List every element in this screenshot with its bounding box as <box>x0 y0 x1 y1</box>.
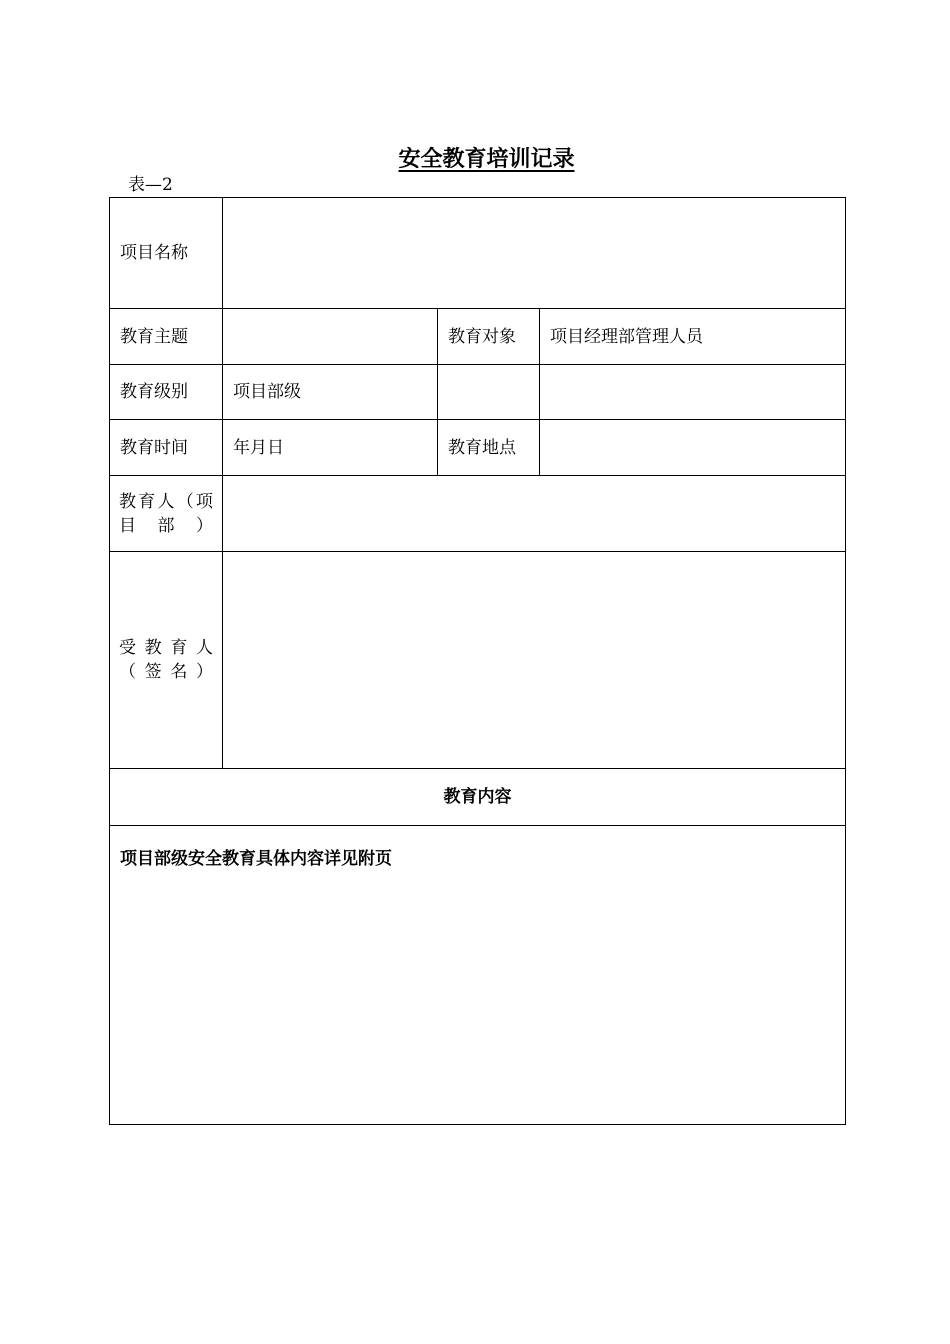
location-field[interactable] <box>540 420 846 476</box>
target-label: 教育对象 <box>438 309 540 365</box>
training-record-table <box>109 197 846 1125</box>
level-label: 教育级别 <box>110 365 223 420</box>
project-name-field[interactable] <box>223 198 846 309</box>
project-name-label: 项目名称 <box>110 198 223 309</box>
topic-field[interactable] <box>223 309 438 365</box>
level-field[interactable]: 项目部级 <box>223 365 438 420</box>
educator-field[interactable] <box>223 476 846 552</box>
location-label: 教育地点 <box>438 420 540 476</box>
time-field[interactable]: 年月日 <box>223 420 438 476</box>
content-text: 项目部级安全教育具体内容详见附页 <box>110 826 846 1125</box>
row-content <box>110 826 846 1125</box>
content-header: 教育内容 <box>110 769 846 826</box>
trainee-label: 受教育人（签名） <box>110 552 223 769</box>
row-time <box>110 420 846 476</box>
empty-cell <box>540 365 846 420</box>
row-content-header <box>110 769 846 826</box>
row-level <box>110 365 846 420</box>
row-topic <box>110 309 846 365</box>
time-label: 教育时间 <box>110 420 223 476</box>
topic-label: 教育主题 <box>110 309 223 365</box>
educator-label: 教育人（项目部） <box>110 476 223 552</box>
empty-cell <box>438 365 540 420</box>
table-number: 表—2 <box>128 175 173 195</box>
page-title: 安全教育培训记录 <box>398 146 575 172</box>
row-project-name <box>110 198 846 309</box>
row-educator <box>110 476 846 552</box>
row-trainee <box>110 552 846 769</box>
target-field[interactable]: 项目经理部管理人员 <box>540 309 846 365</box>
trainee-signature-field[interactable] <box>223 552 846 769</box>
